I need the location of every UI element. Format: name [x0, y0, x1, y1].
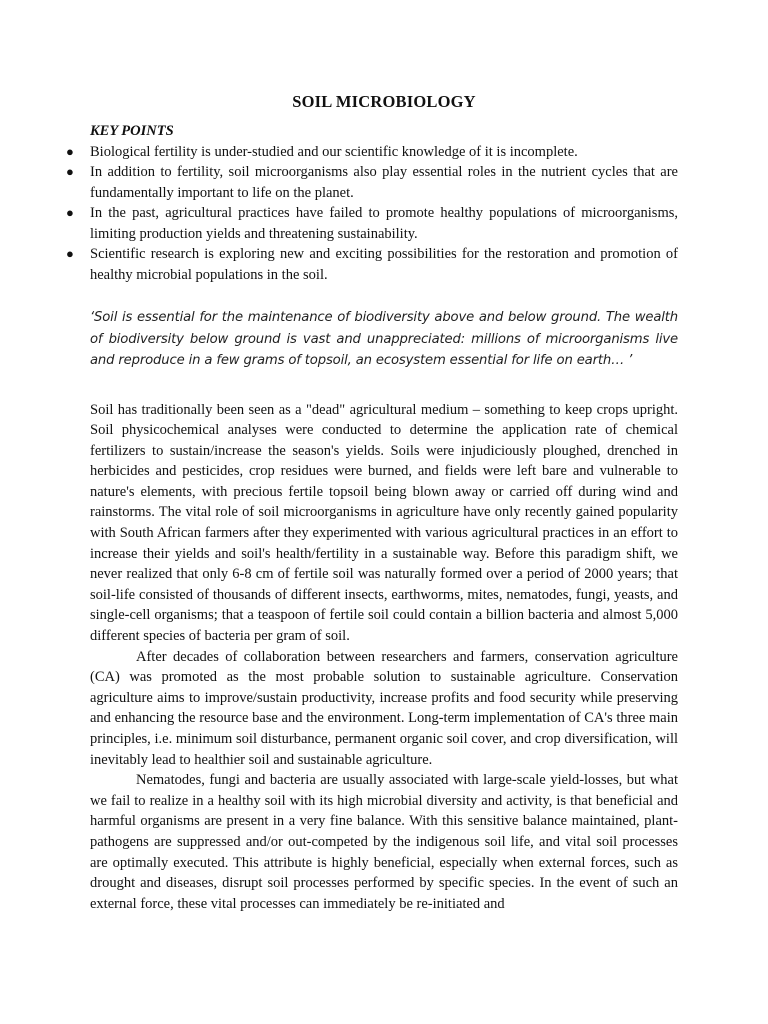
bullet-icon: ●: [66, 143, 74, 159]
bullet-icon: ●: [66, 246, 74, 261]
key-point-text: Biological fertility is under-studied and our scientific knowledge of it is incomplete.: [90, 143, 578, 160]
key-point-text: In addition to fertility, soil microorganisms also play essential roles in the nutrient cycles that are fundamentally important to life on the planet.: [90, 164, 678, 201]
key-point-text: In the past, agricultural practices have failed to promote healthy populations of microorganisms, limiting production yields and threatening sustainability.: [90, 205, 678, 242]
document-page: [66, 92, 678, 914]
key-points-heading: KEY POINTS: [90, 123, 174, 139]
body-text: [90, 400, 678, 915]
bullet-icon: ●: [66, 205, 74, 220]
body-paragraph: Soil has traditionally been seen as a "dead" agricultural medium – something to keep crops upright. Soil physicochemical analyses were conducted to determine the application rate of chemical fertilizers to sustain/increase the season's yields. Soils were injudiciously ploughed, drenched in herbicides and pesticides, crop residues were burned, and fields were left bare and vulnerable to nature's elements, with precious fertile topsoil being blown away or carried off during wind and rainstorms. The vital role of soil microorganisms in agriculture have only recently gained popularity with South African farmers after they experimented with various agricultural practices in an effort to increase their yields and soil's health/fertility in a sustainable way. Before this paradigm shift, we never realized that only 6-8 cm of fertile soil was naturally formed over a period of 2000 years; that soil-life consisted of thousands of different insects, earthworms, mites, nematodes, fungi, yeasts, and single-cell organisms; that a teaspoon of fertile soil could contain a billion bacteria and almost 5,000 different species of bacteria per gram of soil.: [90, 401, 678, 645]
bullet-icon: ●: [66, 164, 74, 179]
key-point-text: Scientific research is exploring new and exciting possibilities for the restoration and promotion of healthy microbial populations in the soil.: [90, 246, 678, 283]
document-title: SOIL MICROBIOLOGY: [292, 92, 476, 111]
key-point-item: [66, 142, 678, 163]
body-paragraph: After decades of collaboration between researchers and farmers, conservation agriculture (CA) was promoted as the most probable solution to sustainable agriculture. Conservation agriculture aims to improve/sustain productivity, increase profits and food security while preserving and enhancing the resource base and the environment. Long-term implementation of CA's three main principles, i.e. minimum soil disturbance, permanent organic soil cover, and crop diversification, will inevitably lead to healthier soil and sustainable agriculture.: [90, 648, 678, 768]
key-points-list: [66, 142, 678, 286]
key-point-item: [66, 203, 678, 244]
body-paragraph: Nematodes, fungi and bacteria are usually associated with large-scale yield-losses, but what we fail to realize in a healthy soil with its high microbial diversity and activity, is that beneficial and harmful organisms are present in a very fine balance. With this sensitive balance maintained, plant-pathogens are suppressed and/or out-competed by the indigenous soil life, and vital soil processes are optimally executed. This attribute is highly beneficial, especially when external forces, such as drought and diseases, disrupt soil processes performed by specific species. In the event of such an external force, these vital processes can immediately be re-initiated and: [90, 772, 678, 912]
pull-quote: ‘Soil is essential for the maintenance of biodiversity above and below ground. The wealth of biodiversity below ground is vast and unappreciated: millions of microorganisms live and reproduce in a few grams of topsoil, an ecosystem essential for life on earth… ’: [90, 310, 678, 368]
key-point-item: [66, 244, 678, 285]
key-point-item: [66, 162, 678, 203]
